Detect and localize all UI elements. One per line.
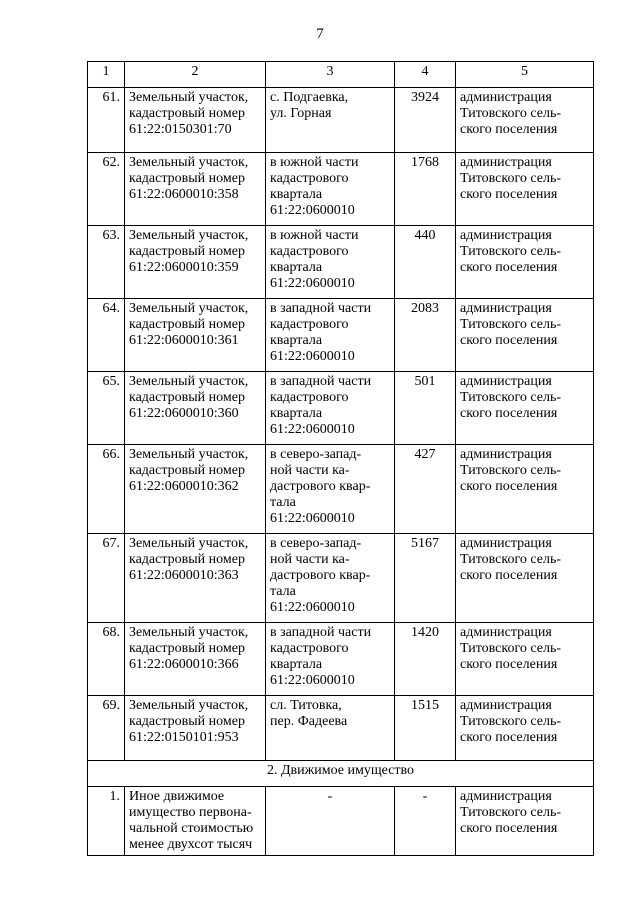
row-number: 63. (88, 226, 125, 299)
property-name: Земельный участок, кадастровый номер 61:22:0600010:362 (125, 445, 266, 534)
property-holder: администрация Титовского сель- ского поселения (456, 226, 594, 299)
table-row (88, 299, 594, 372)
property-location: в западной части кадастрового квартала 61:22:0600010 (266, 299, 395, 372)
property-name: Земельный участок, кадастровый номер 61:22:0600010:366 (125, 623, 266, 696)
property-name: Иное движимое имущество первона- чальной стоимостью менее двухсот тысяч (125, 787, 266, 856)
row-number: 69. (88, 696, 125, 761)
column-header-5: 5 (456, 62, 594, 88)
property-location: в западной части кадастрового квартала 61:22:0600010 (266, 372, 395, 445)
property-holder: администрация Титовского сель- ского поселения (456, 445, 594, 534)
property-location: в южной части кадастрового квартала 61:22:0600010 (266, 153, 395, 226)
table-row (88, 534, 594, 623)
section-row (88, 761, 594, 787)
property-area: 501 (395, 372, 456, 445)
column-header-4: 4 (395, 62, 456, 88)
property-location: в южной части кадастрового квартала 61:22:0600010 (266, 226, 395, 299)
property-location: - (266, 787, 395, 856)
property-name: Земельный участок, кадастровый номер 61:22:0600010:359 (125, 226, 266, 299)
property-holder: администрация Титовского сель- ского поселения (456, 88, 594, 153)
property-area: 5167 (395, 534, 456, 623)
property-holder: администрация Титовского сель- ского поселения (456, 787, 594, 856)
property-area: 427 (395, 445, 456, 534)
property-area: 1420 (395, 623, 456, 696)
table-row (88, 372, 594, 445)
property-area: 1768 (395, 153, 456, 226)
property-area: 1515 (395, 696, 456, 761)
property-location: с. Подгаевка, ул. Горная (266, 88, 395, 153)
property-location: в западной части кадастрового квартала 61:22:0600010 (266, 623, 395, 696)
table-row (88, 445, 594, 534)
property-area: 440 (395, 226, 456, 299)
table-row (88, 153, 594, 226)
table-row (88, 226, 594, 299)
row-number: 67. (88, 534, 125, 623)
property-holder: администрация Титовского сель- ского поселения (456, 372, 594, 445)
property-name: Земельный участок, кадастровый номер 61:22:0150101:953 (125, 696, 266, 761)
row-number: 68. (88, 623, 125, 696)
row-number: 65. (88, 372, 125, 445)
page-number: 7 (316, 26, 324, 42)
property-name: Земельный участок, кадастровый номер 61:22:0600010:361 (125, 299, 266, 372)
property-holder: администрация Титовского сель- ского поселения (456, 696, 594, 761)
property-holder: администрация Титовского сель- ского поселения (456, 153, 594, 226)
row-number: 66. (88, 445, 125, 534)
property-name: Земельный участок, кадастровый номер 61:22:0150301:70 (125, 88, 266, 153)
row-number: 62. (88, 153, 125, 226)
property-location: в северо-запад- ной части ка- дастрового квар- тала 61:22:0600010 (266, 534, 395, 623)
row-number: 1. (88, 787, 125, 856)
property-name: Земельный участок, кадастровый номер 61:22:0600010:358 (125, 153, 266, 226)
property-location: в северо-запад- ной части ка- дастрового квар- тала 61:22:0600010 (266, 445, 395, 534)
table-row (88, 696, 594, 761)
property-name: Земельный участок, кадастровый номер 61:22:0600010:360 (125, 372, 266, 445)
property-area: - (395, 787, 456, 856)
property-area: 2083 (395, 299, 456, 372)
section-title: 2. Движимое имущество (88, 761, 594, 787)
column-header-3: 3 (266, 62, 395, 88)
table-row (88, 787, 594, 856)
table-header-row (88, 62, 594, 88)
table-row (88, 88, 594, 153)
column-header-2: 2 (125, 62, 266, 88)
property-holder: администрация Титовского сель- ского поселения (456, 534, 594, 623)
property-table (87, 61, 594, 856)
property-holder: администрация Титовского сель- ского поселения (456, 623, 594, 696)
row-number: 61. (88, 88, 125, 153)
row-number: 64. (88, 299, 125, 372)
property-area: 3924 (395, 88, 456, 153)
property-name: Земельный участок, кадастровый номер 61:22:0600010:363 (125, 534, 266, 623)
column-header-1: 1 (88, 62, 125, 88)
property-location: сл. Титовка, пер. Фадеева (266, 696, 395, 761)
table-row (88, 623, 594, 696)
property-holder: администрация Титовского сель- ского поселения (456, 299, 594, 372)
